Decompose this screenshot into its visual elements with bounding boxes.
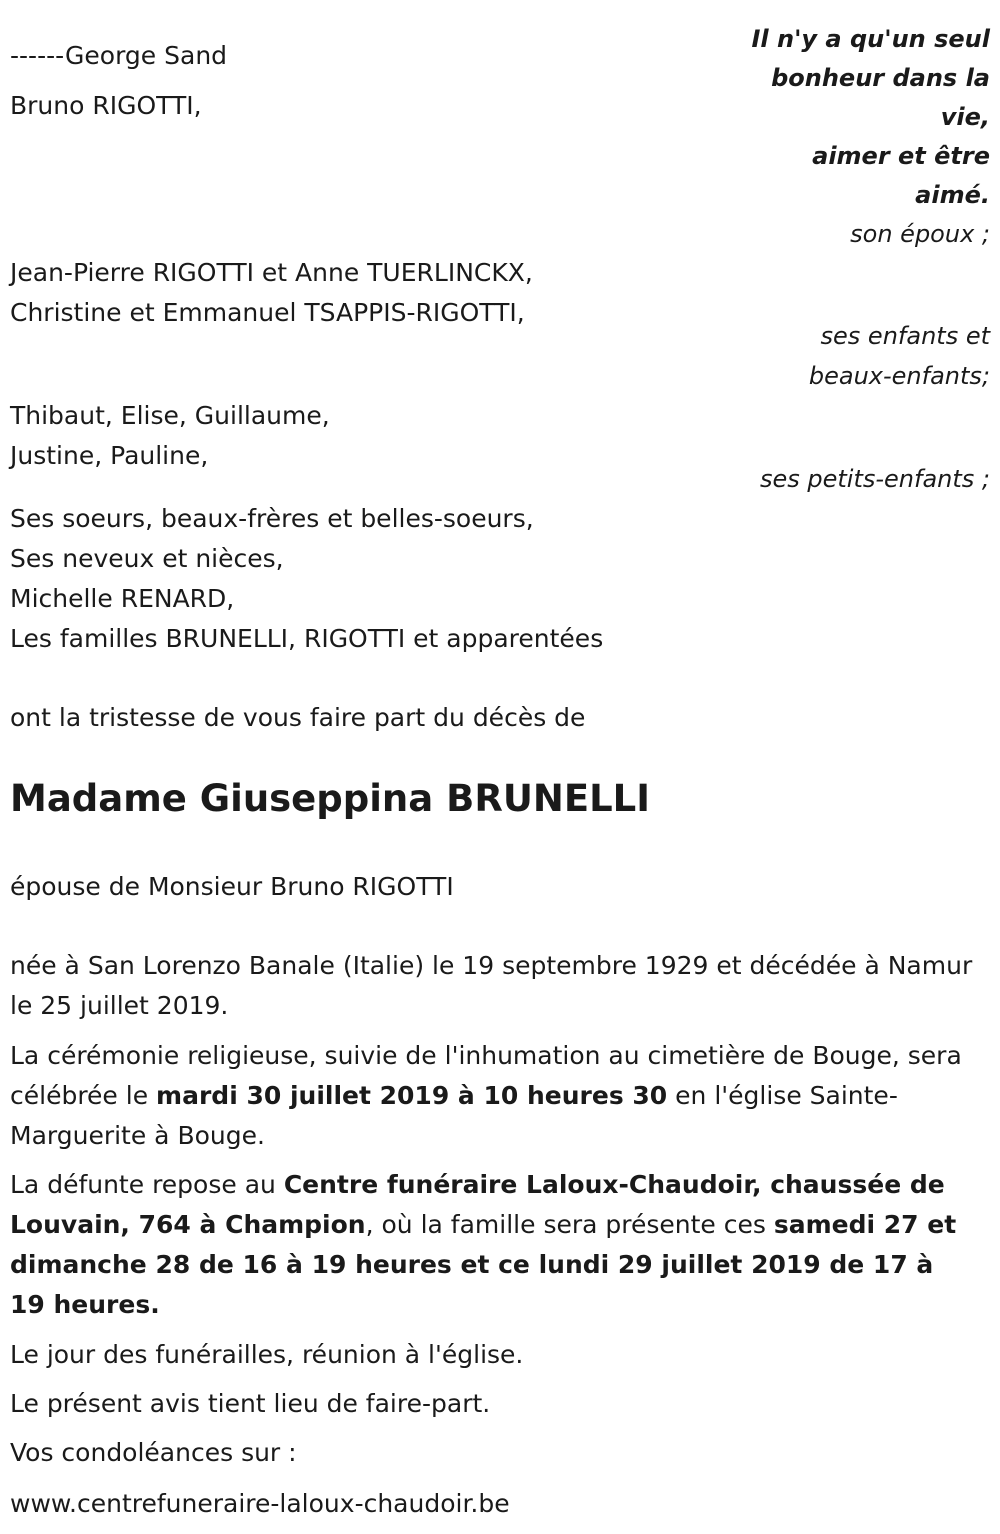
ceremony-text: La cérémonie religieuse, suivie de l'inhumation au cimetière de Bouge, sera célébrée le [10,1041,962,1110]
grandchildren-role: ses petits-enfants ; [759,465,990,493]
ceremony-paragraph [10,1036,975,1156]
quote-line: vie, [940,103,990,131]
notice: Le présent avis tient lieu de faire-part. [10,1389,491,1418]
ceremony-datetime: mardi 30 juillet 2019 à 10 heures 30 [156,1081,668,1110]
condolences-label: Vos condoléances sur : [10,1438,297,1467]
reposing-text: , où la famille sera présente ces [365,1210,774,1239]
birth-death: née à San Lorenzo Banale (Italie) le 19 septembre 1929 et décédée à Namur le 25 juillet 2019. [10,951,973,1020]
reposing-location: Centre funéraire Laloux-Chaudoir, chaussée de Louvain, 764 à Champion [10,1170,945,1239]
child-name: Christine et Emmanuel TSAPPIS-RIGOTTI, [10,298,525,327]
funeral-meeting: Le jour des funérailles, réunion à l'église. [10,1340,524,1369]
family-line: Ses neveux et nièces, [10,544,284,573]
ceremony-text: en l'église Sainte-Marguerite à Bouge. [10,1081,898,1150]
website-link[interactable]: www.centrefuneraire-laloux-chaudoir.be [10,1489,510,1518]
spouse-role: son époux ; [850,220,990,248]
grandchild-name: Justine, Pauline, [10,441,209,470]
quote-line: aimé. [915,181,990,209]
quote-line: aimer et être [812,142,990,170]
announcement: ont la tristesse de vous faire part du décès de [10,703,586,732]
quote-line: bonheur dans la [771,64,990,92]
family-line: Ses soeurs, beaux-frères et belles-soeurs, [10,504,534,533]
reposing-text: La défunte repose au [10,1170,284,1199]
grandchild-name: Thibaut, Elise, Guillaume, [10,401,330,430]
children-role: beaux-enfants; [808,362,990,390]
children-role: ses enfants et [820,322,990,350]
family-line: Les familles BRUNELLI, RIGOTTI et apparentées [10,624,604,653]
visiting-hours: samedi 27 et dimanche 28 de 16 à 19 heures et ce lundi 29 juillet 2019 de 17 à 19 heures. [10,1210,957,1319]
quote-line: Il n'y a qu'un seul [751,25,990,53]
deceased-name: Madame Giuseppina BRUNELLI [10,777,651,820]
spouse-of: épouse de Monsieur Bruno RIGOTTI [10,872,454,901]
child-name: Jean-Pierre RIGOTTI et Anne TUERLINCKX, [10,258,533,287]
reposing-paragraph [10,1165,975,1325]
quote-author: ------George Sand [10,41,228,70]
family-line: Michelle RENARD, [10,584,235,613]
spouse-name: Bruno RIGOTTI, [10,91,202,120]
quote-block [750,20,990,215]
